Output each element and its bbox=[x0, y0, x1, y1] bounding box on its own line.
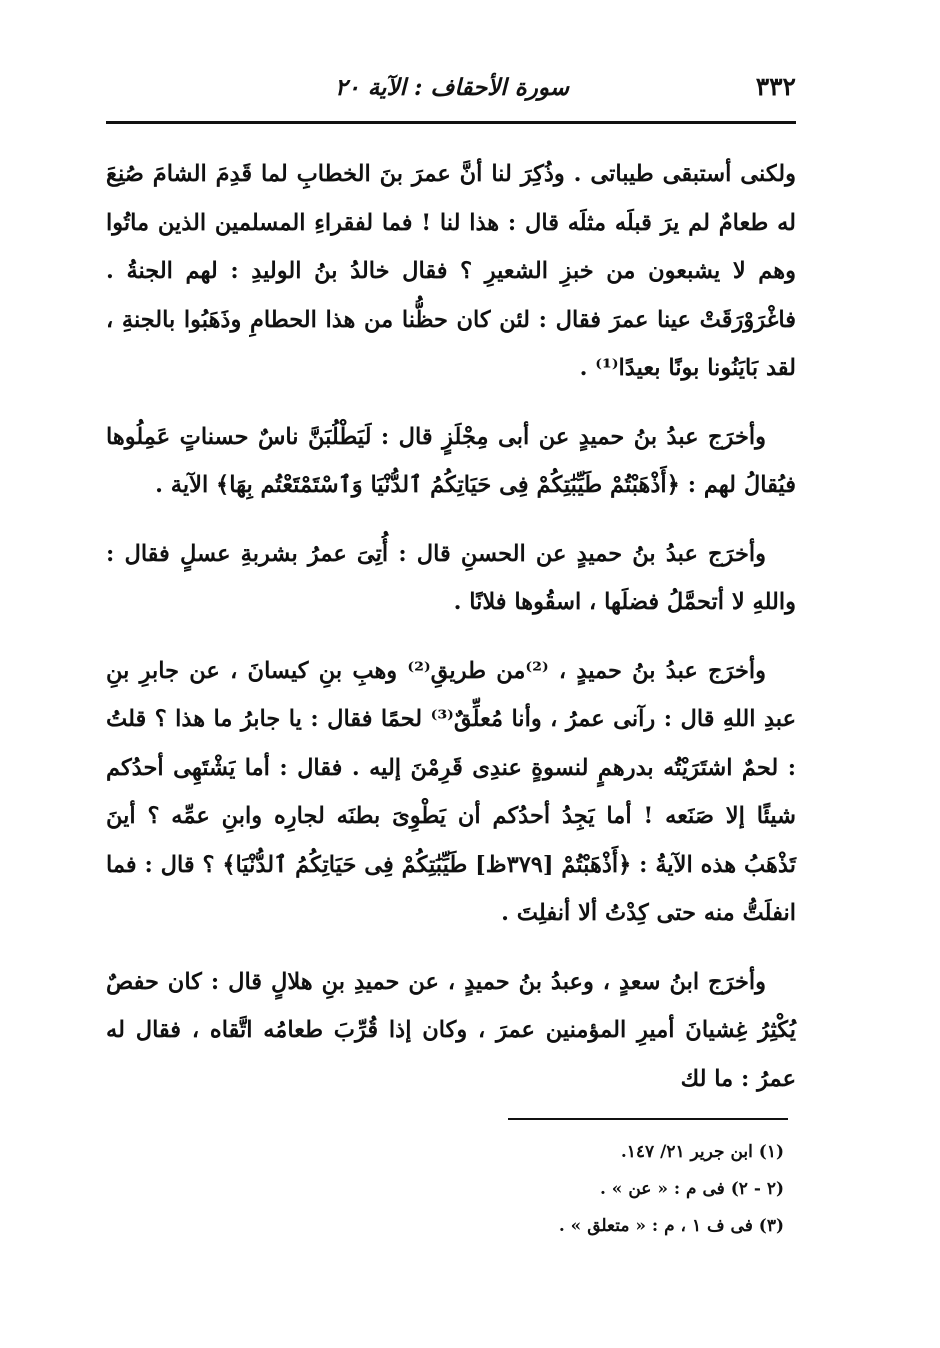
page-header bbox=[108, 72, 796, 122]
footnote-rule bbox=[508, 1118, 788, 1120]
footnotes bbox=[300, 1134, 784, 1245]
footnote-1: (١) ابن جرير ٢١/ ١٤٧. bbox=[620, 1142, 784, 1162]
paragraph-2: وأخرَج عبدُ بنُ حميدٍ عن أبى مِجْلَزٍ قال : لَيَطْلُبَنَّ ناسٌ حسناتٍ عَمِلُوها فيُقالُ لهم : ﴿أَذْهَبْتُمْ طَيِّبَٰتِكُمْ فِى حَيَاتِكُمُ ٱلدُّنْيَا وَٱسْتَمْتَعْتُم بِهَا﴾ الآية . bbox=[106, 423, 796, 498]
running-title: سورة الأحقاف : الآية ٢٠ bbox=[335, 74, 569, 101]
page-number: ٣٣٢ bbox=[755, 72, 796, 101]
footnote-3: (٣) فى ف ١ ، م : « متعلق » . bbox=[558, 1216, 784, 1236]
paragraph-3: وأخرَج عبدُ بنُ حميدٍ عن الحسنِ قال : أُتِىَ عمرُ بشربةِ عسلٍ فقال : واللهِ لا أتحمَّلُ فضلَها ، اسقُوها فلانًا . bbox=[106, 540, 796, 615]
paragraph-5: وأخرَج ابنُ سعدٍ ، وعبدُ بنُ حميدٍ ، عن حميدِ بنِ هلالٍ قال : كان حفصٌ يُكْثِرُ غِشيانَ أميرِ المؤمنين عمرَ ، وكان إذا قُرِّبَ طعامُه اتَّقاه ، فقال له عمرُ : ما لك bbox=[106, 968, 796, 1092]
paragraph-1: ولكنى أستبقى طيباتى . وذُكِرَ لنا أنَّ عمرَ بنَ الخطابِ لما قَدِمَ الشامَ صُنِعَ له طعامٌ لم يرَ قبلَه مثلَه قال : هذا لنا ! فما لفقراءِ المسلمين الذين ماتُوا وهم لا يشبعون من خبزِ الشعيرِ ؟ فقال خالدُ بنُ الوليدِ : لهم الجنةُ . فاغْرَوْرَقَتْ عينا عمرَ فقال : لئن كان حظُّنا من هذا الحطامِ وذَهَبُوا بالجنةِ ، لقد بَايَنُونا بونًا بعيدًا⁽¹⁾ . bbox=[106, 161, 796, 381]
paragraph-4: وأخرَج عبدُ بنُ حميدٍ ، ⁽²⁾من طريقِ⁽²⁾ وهبِ بنِ كيسانَ ، عن جابرِ بنِ عبدِ اللهِ قال : رآنى عمرُ ، وأنا مُعلِّقٌ⁽³⁾ لحمًا فقال : يا جابرُ ما هذا ؟ قلتُ : لحمٌ اشتَرَيْتُه بدرهمٍ لنسوةٍ عندِى قَرِمْنَ إليه . فقال : أما يَشْتَهِى أحدُكم شيئًا إلا صَنَعه ! أما يَجِدُ أحدُكم أن يَطْوِىَ بطنَه لجارِه وابنِ عمِّه ؟ أينَ تَذْهَبُ هذه الآيةُ : ﴿أَذْهَبْتُمْ [٣٧٩ظ] طَيِّبَٰتِكُمْ فِى حَيَاتِكُمُ ٱلدُّنْيَا﴾ ؟ قال : فما انفلَتُّ منه حتى كِدْتُ ألا أنفلِتَ . bbox=[106, 657, 796, 926]
footnote-2: (٢ - ٢) فى م : « عن » . bbox=[599, 1179, 784, 1199]
header-rule bbox=[106, 121, 796, 124]
body-text bbox=[106, 150, 796, 1103]
